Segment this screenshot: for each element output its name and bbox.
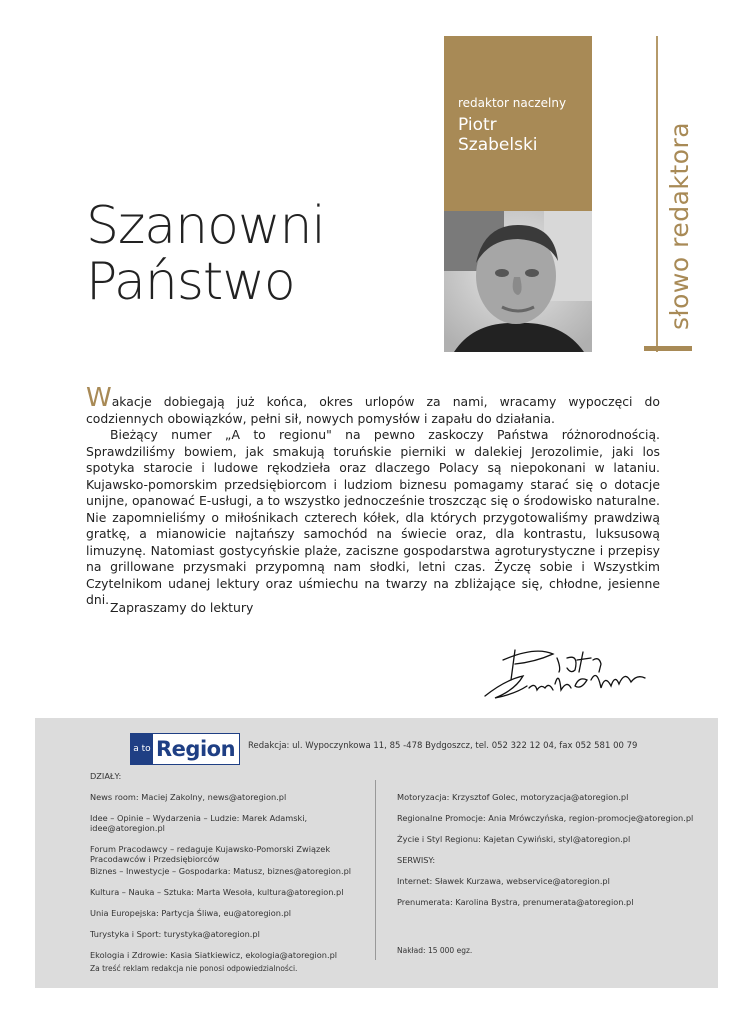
department-item: Regionalne Promocje: Ania Mrówczyńska, region-promocje@atoregion.pl <box>397 813 694 823</box>
letter-paragraph-1 <box>86 383 660 427</box>
department-item: Internet: Sławek Kurzawa, webservice@atoregion.pl <box>397 876 610 886</box>
editor-first-name: Piotr <box>458 115 497 135</box>
department-item: Idee – Opinie – Wydarzenia – Ludzie: Marek Adamski, idee@atoregion.pl <box>90 813 308 833</box>
footer-right-column <box>397 792 697 918</box>
services-heading: SERWISY: <box>397 855 436 865</box>
ads-disclaimer: Za treść reklam redakcja nie ponosi odpowiedzialności. <box>90 964 298 973</box>
department-item: Biznes – Inwestycje – Gospodarka: Matusz, biznes@atoregion.pl <box>90 866 352 876</box>
drop-cap: W <box>86 383 112 413</box>
section-title-vertical: słowo redaktora <box>665 121 694 330</box>
department-item: Forum Pracodawcy – redaguje Kujawsko-Pomorski Związek Pracodawców i Przedsiębiorców <box>90 844 331 864</box>
editor-name <box>458 115 538 155</box>
department-item: Turystyka i Sport: turystyka@atoregion.pl <box>90 929 260 939</box>
department-item: Unia Europejska: Partycja Śliwa, eu@atoregion.pl <box>90 908 292 918</box>
editorial-address: Redakcja: ul. Wypoczynkowa 11, 85 -478 Bydgoszcz, tel. 052 322 12 04, fax 052 581 00 79 <box>248 741 638 751</box>
headline <box>86 198 325 310</box>
logo-region-text: Region <box>156 737 236 761</box>
department-item: Motoryzacja: Krzysztof Golec, motoryzacja@atoregion.pl <box>397 792 629 802</box>
editor-portrait-photo <box>444 211 592 352</box>
department-item: Kultura – Nauka – Sztuka: Marta Wesoła, kultura@atoregion.pl <box>90 887 344 897</box>
editor-role: redaktor naczelny <box>458 96 567 110</box>
department-item: News room: Maciej Zakolny, news@atoregion.pl <box>90 792 287 802</box>
publication-logo <box>130 733 240 765</box>
headline-line-2: Państwo <box>86 252 295 312</box>
footer-left-column <box>90 771 365 985</box>
editor-last-name: Szabelski <box>458 135 538 155</box>
headline-line-1: Szanowni <box>86 196 325 256</box>
letter-paragraph-2: Bieżący numer „A to regionu" na pewno zaskoczy Państwa różnorodnością. Sprawdziliśmy bowiem, jak smakują toruńskie pierniki w dalekiej Jerozolimie, jaki los spotyka starocie i ludowe rękodzieła oraz dlaczego Polacy są niepokonani w lataniu. Kujawsko-pomorskim przedsiębiorcom i ludziom biznesu pomagamy starać się o dotacje unijne, opanować E-usługi, a to wszystko jednocześnie troszcząc się o środowisko naturalne. Nie zapomnieliśmy o miłośnikach czterech kółek, dla których przygotowaliśmy prawdziwą gratkę, a mianowicie najtańszy samochód na świecie oraz, dla kontrastu, luksusową limuzynę. Natomiast gostycyńskie plaże, zaciszne gospodarstwa agroturystyczne i przepisy na grillowane przysmaki przypomną nam słodki, letni czas. Życzę sobie i Wszystkim Czytelnikom udanej lektury oraz uśmiechu na twarzy na zbliżające się, chłodne, jesienne dni. <box>86 427 660 607</box>
departments-heading: DZIAŁY: <box>90 771 122 781</box>
side-divider-cap <box>644 346 692 351</box>
department-item: Życie i Styl Regionu: Kajetan Cywiński, styl@atoregion.pl <box>397 834 631 844</box>
editor-signature <box>475 640 655 705</box>
letter-closing: Zapraszamy do lektury <box>110 600 254 615</box>
footer-column-divider <box>375 780 376 960</box>
letter-body <box>86 383 660 609</box>
circulation-note: Nakład: 15 000 egz. <box>397 946 473 955</box>
department-item: Prenumerata: Karolina Bystra, prenumerata@atoregion.pl <box>397 897 634 907</box>
letter-paragraph-1-text: akacje dobiegają już końca, okres urlopów za nami, wracamy wypoczęci do codziennych obowiązków, pełni sił, nowych pomysłów i zapału do działania. <box>86 394 660 426</box>
logo-ato-block: a to <box>131 734 153 764</box>
side-divider-line <box>656 36 658 352</box>
department-item: Ekologia i Zdrowie: Kasia Siatkiewicz, ekologia@atoregion.pl <box>90 950 338 960</box>
